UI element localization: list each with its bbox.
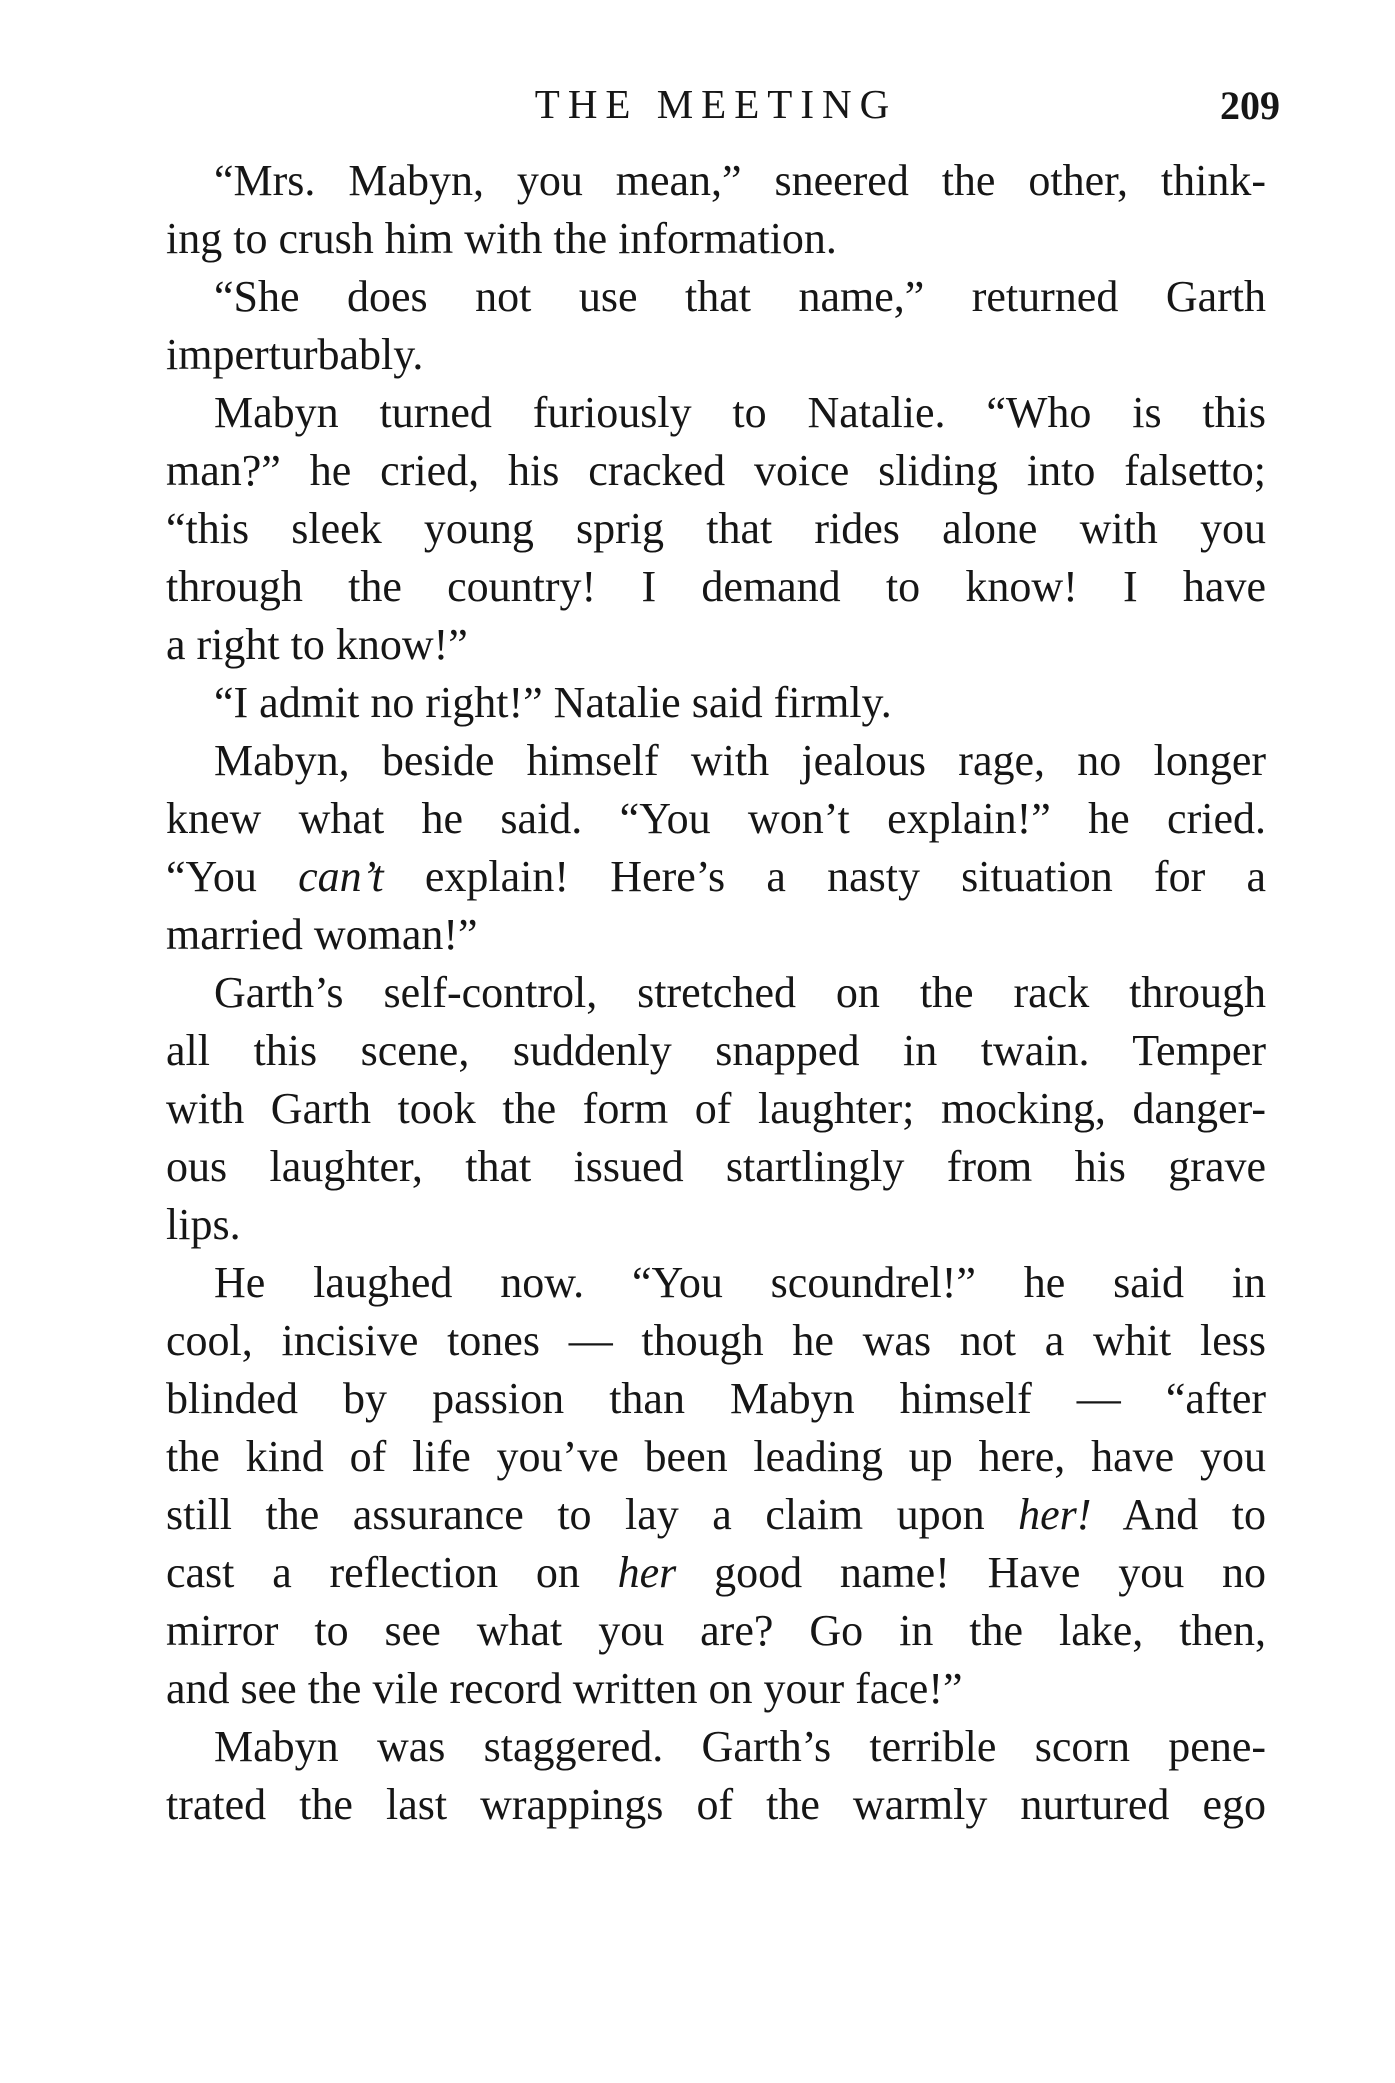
body-text — [166, 152, 1266, 1834]
text-line — [166, 1138, 1266, 1196]
text-line — [166, 384, 1266, 442]
text-run: “Mrs. Mabyn, you mean,” sneered the other, think- — [214, 156, 1266, 205]
text-run: cool, incisive tones — though he was not a whit less — [166, 1316, 1266, 1365]
text-run: through the country! I demand to know! I have — [166, 562, 1266, 611]
text-run: “She does not use that name,” returned Garth — [214, 272, 1266, 321]
text-run: lips. — [166, 1200, 241, 1249]
text-run: ing to crush him with the information. — [166, 214, 837, 263]
text-line — [166, 1312, 1266, 1370]
text-run: all this scene, suddenly snapped in twain. Temper — [166, 1026, 1266, 1075]
text-run: and see the vile record written on your face!” — [166, 1664, 963, 1713]
italic-text: her — [617, 1548, 677, 1597]
text-run: good name! Have you no — [676, 1548, 1266, 1597]
text-line — [166, 442, 1266, 500]
text-line — [166, 848, 1266, 906]
text-run: He laughed now. “You scoundrel!” he said in — [214, 1258, 1266, 1307]
text-run: blinded by passion than Mabyn himself — “after — [166, 1374, 1266, 1423]
text-run: Mabyn turned furiously to Natalie. “Who is this — [214, 388, 1266, 437]
text-run: man?” he cried, his cracked voice sliding into falsetto; — [166, 446, 1266, 495]
text-run: And to — [1091, 1490, 1266, 1539]
text-run: “I admit no right!” Natalie said firmly. — [214, 678, 892, 727]
text-line — [166, 1370, 1266, 1428]
text-run: trated the last wrappings of the warmly nurtured ego — [166, 1780, 1266, 1829]
italic-text: can’t — [298, 852, 384, 901]
text-line — [166, 1776, 1266, 1834]
text-line — [166, 1544, 1266, 1602]
book-page — [166, 80, 1280, 1834]
text-run: explain! Here’s a nasty situation for a — [383, 852, 1266, 901]
text-line — [166, 500, 1266, 558]
text-run: mirror to see what you are? Go in the lake, then, — [166, 1606, 1266, 1655]
running-head — [166, 80, 1280, 152]
text-run: cast a reflection on — [166, 1548, 618, 1597]
text-line — [166, 152, 1266, 210]
text-line — [166, 964, 1266, 1022]
text-run: the kind of life you’ve been leading up here, have you — [166, 1432, 1266, 1481]
text-line — [166, 210, 1266, 268]
text-line — [166, 1718, 1266, 1776]
text-line — [166, 268, 1266, 326]
text-line — [166, 674, 1266, 732]
running-title: THE MEETING — [534, 81, 898, 127]
text-run: “this sleek young sprig that rides alone with you — [166, 504, 1266, 553]
italic-text: her! — [1018, 1490, 1092, 1539]
text-run: “You — [166, 852, 299, 901]
text-line — [166, 1660, 1266, 1718]
text-run: Garth’s self-control, stretched on the rack through — [214, 968, 1266, 1017]
page-number: 209 — [1220, 83, 1280, 128]
text-line — [166, 1486, 1266, 1544]
text-run: Mabyn, beside himself with jealous rage, no longer — [214, 736, 1266, 785]
text-line — [166, 906, 1266, 964]
text-run: still the assurance to lay a claim upon — [166, 1490, 1019, 1539]
text-line — [166, 732, 1266, 790]
text-run: Mabyn was staggered. Garth’s terrible scorn pene- — [214, 1722, 1266, 1771]
text-line — [166, 558, 1266, 616]
text-line — [166, 1080, 1266, 1138]
text-run: with Garth took the form of laughter; mocking, danger- — [166, 1084, 1266, 1133]
text-run: ous laughter, that issued startlingly from his grave — [166, 1142, 1266, 1191]
text-line — [166, 1428, 1266, 1486]
text-line — [166, 790, 1266, 848]
text-line — [166, 1254, 1266, 1312]
text-line — [166, 1196, 1266, 1254]
text-line — [166, 326, 1266, 384]
text-line — [166, 1602, 1266, 1660]
text-run: knew what he said. “You won’t explain!” he cried. — [166, 794, 1266, 843]
text-line — [166, 616, 1266, 674]
text-run: married woman!” — [166, 910, 478, 959]
text-run: imperturbably. — [166, 330, 424, 379]
text-run: a right to know!” — [166, 620, 468, 669]
text-line — [166, 1022, 1266, 1080]
